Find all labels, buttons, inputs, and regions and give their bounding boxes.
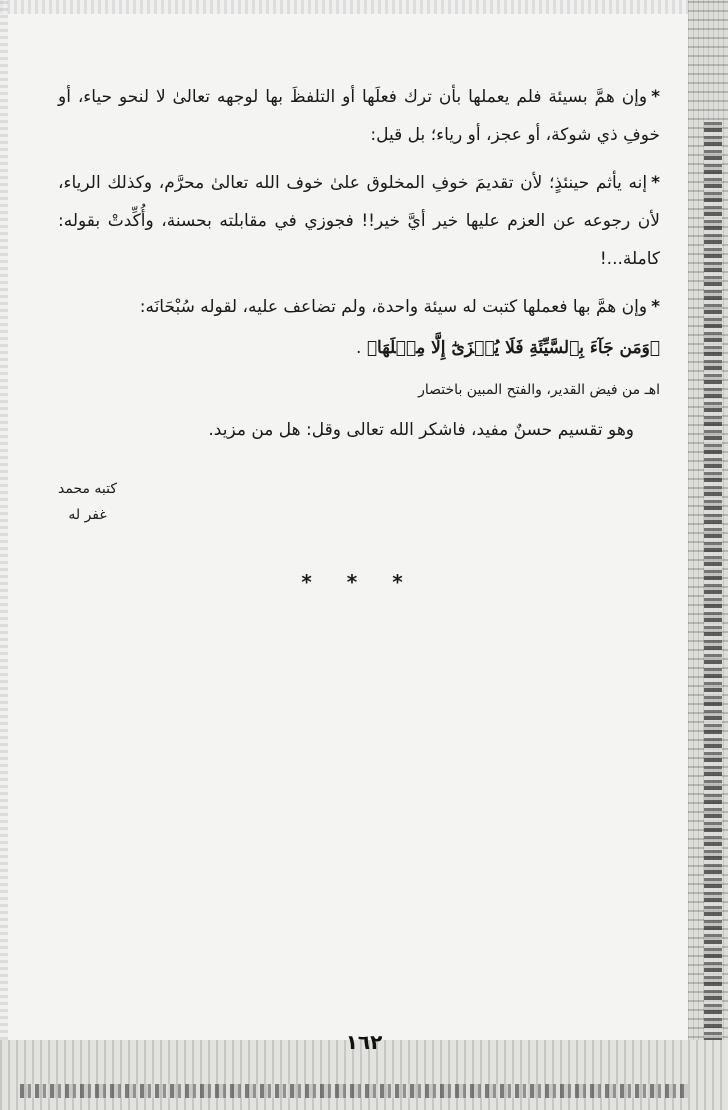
bullet-star: *	[651, 87, 660, 107]
closing-sentence: وهو تقسيم حسنٌ مفيد، فاشكر الله تعالى وقل: هل من مزيد.	[208, 420, 634, 440]
paragraph-3	[58, 288, 660, 326]
paragraph-text: وإن همَّ بها فعملها كتبت له سيئة واحدة، ولم تضاعف عليه، لقوله سُبْحَانَه:	[139, 297, 648, 317]
paragraph-text: إنه يأثم حينئذٍ؛ لأن تقديمَ خوفِ المخلوق علىٰ خوف الله تعالىٰ محرَّم، وكذلك الرياء، لأن رجوعه عن العزم عليها خير أيَّ خير!! فجوزي في مقابلته بحسنة، وأُكِّدتْ بقوله: كاملة...!	[58, 173, 660, 269]
paragraph-2	[58, 164, 660, 278]
ornament-band-right	[704, 120, 722, 1070]
signature-line-1: كتبه محمد	[58, 481, 118, 497]
section-divider: * * *	[301, 570, 417, 594]
page-body	[58, 78, 660, 594]
decorative-border-right	[688, 0, 728, 1110]
quran-verse: ﴿وَمَن جَآءَ بِٱلسَّيِّئَةِ فَلَا يُجۡزَىٰٓ إِلَّا مِثۡلَهَا﴾	[366, 338, 660, 358]
paragraph-1	[58, 78, 660, 154]
signature	[58, 476, 660, 528]
paragraph-text: وإن همَّ بسيئة فلم يعملها بأن ترك فعلَها أو التلفظَ بها لوجهه تعالىٰ لا لنحو حياء، أو خوفِ ذي شوكة، أو عجز، أو رياء؛ بل قيل:	[58, 87, 660, 145]
signature-line-2: غفر له	[68, 507, 107, 523]
source-citation: اهـ من فيض القدير، والفتح المبين باختصار	[418, 382, 660, 398]
bullet-star: *	[651, 173, 660, 193]
ornament-band-bottom	[20, 1084, 688, 1098]
scan-border-top	[0, 0, 728, 14]
verse-end-mark: .	[356, 338, 362, 358]
bullet-star: *	[651, 297, 660, 317]
signature-block	[58, 476, 117, 528]
page-number: ١٦٢	[345, 1030, 383, 1054]
quran-verse-line	[58, 330, 660, 366]
scan-border-left	[0, 0, 8, 1110]
